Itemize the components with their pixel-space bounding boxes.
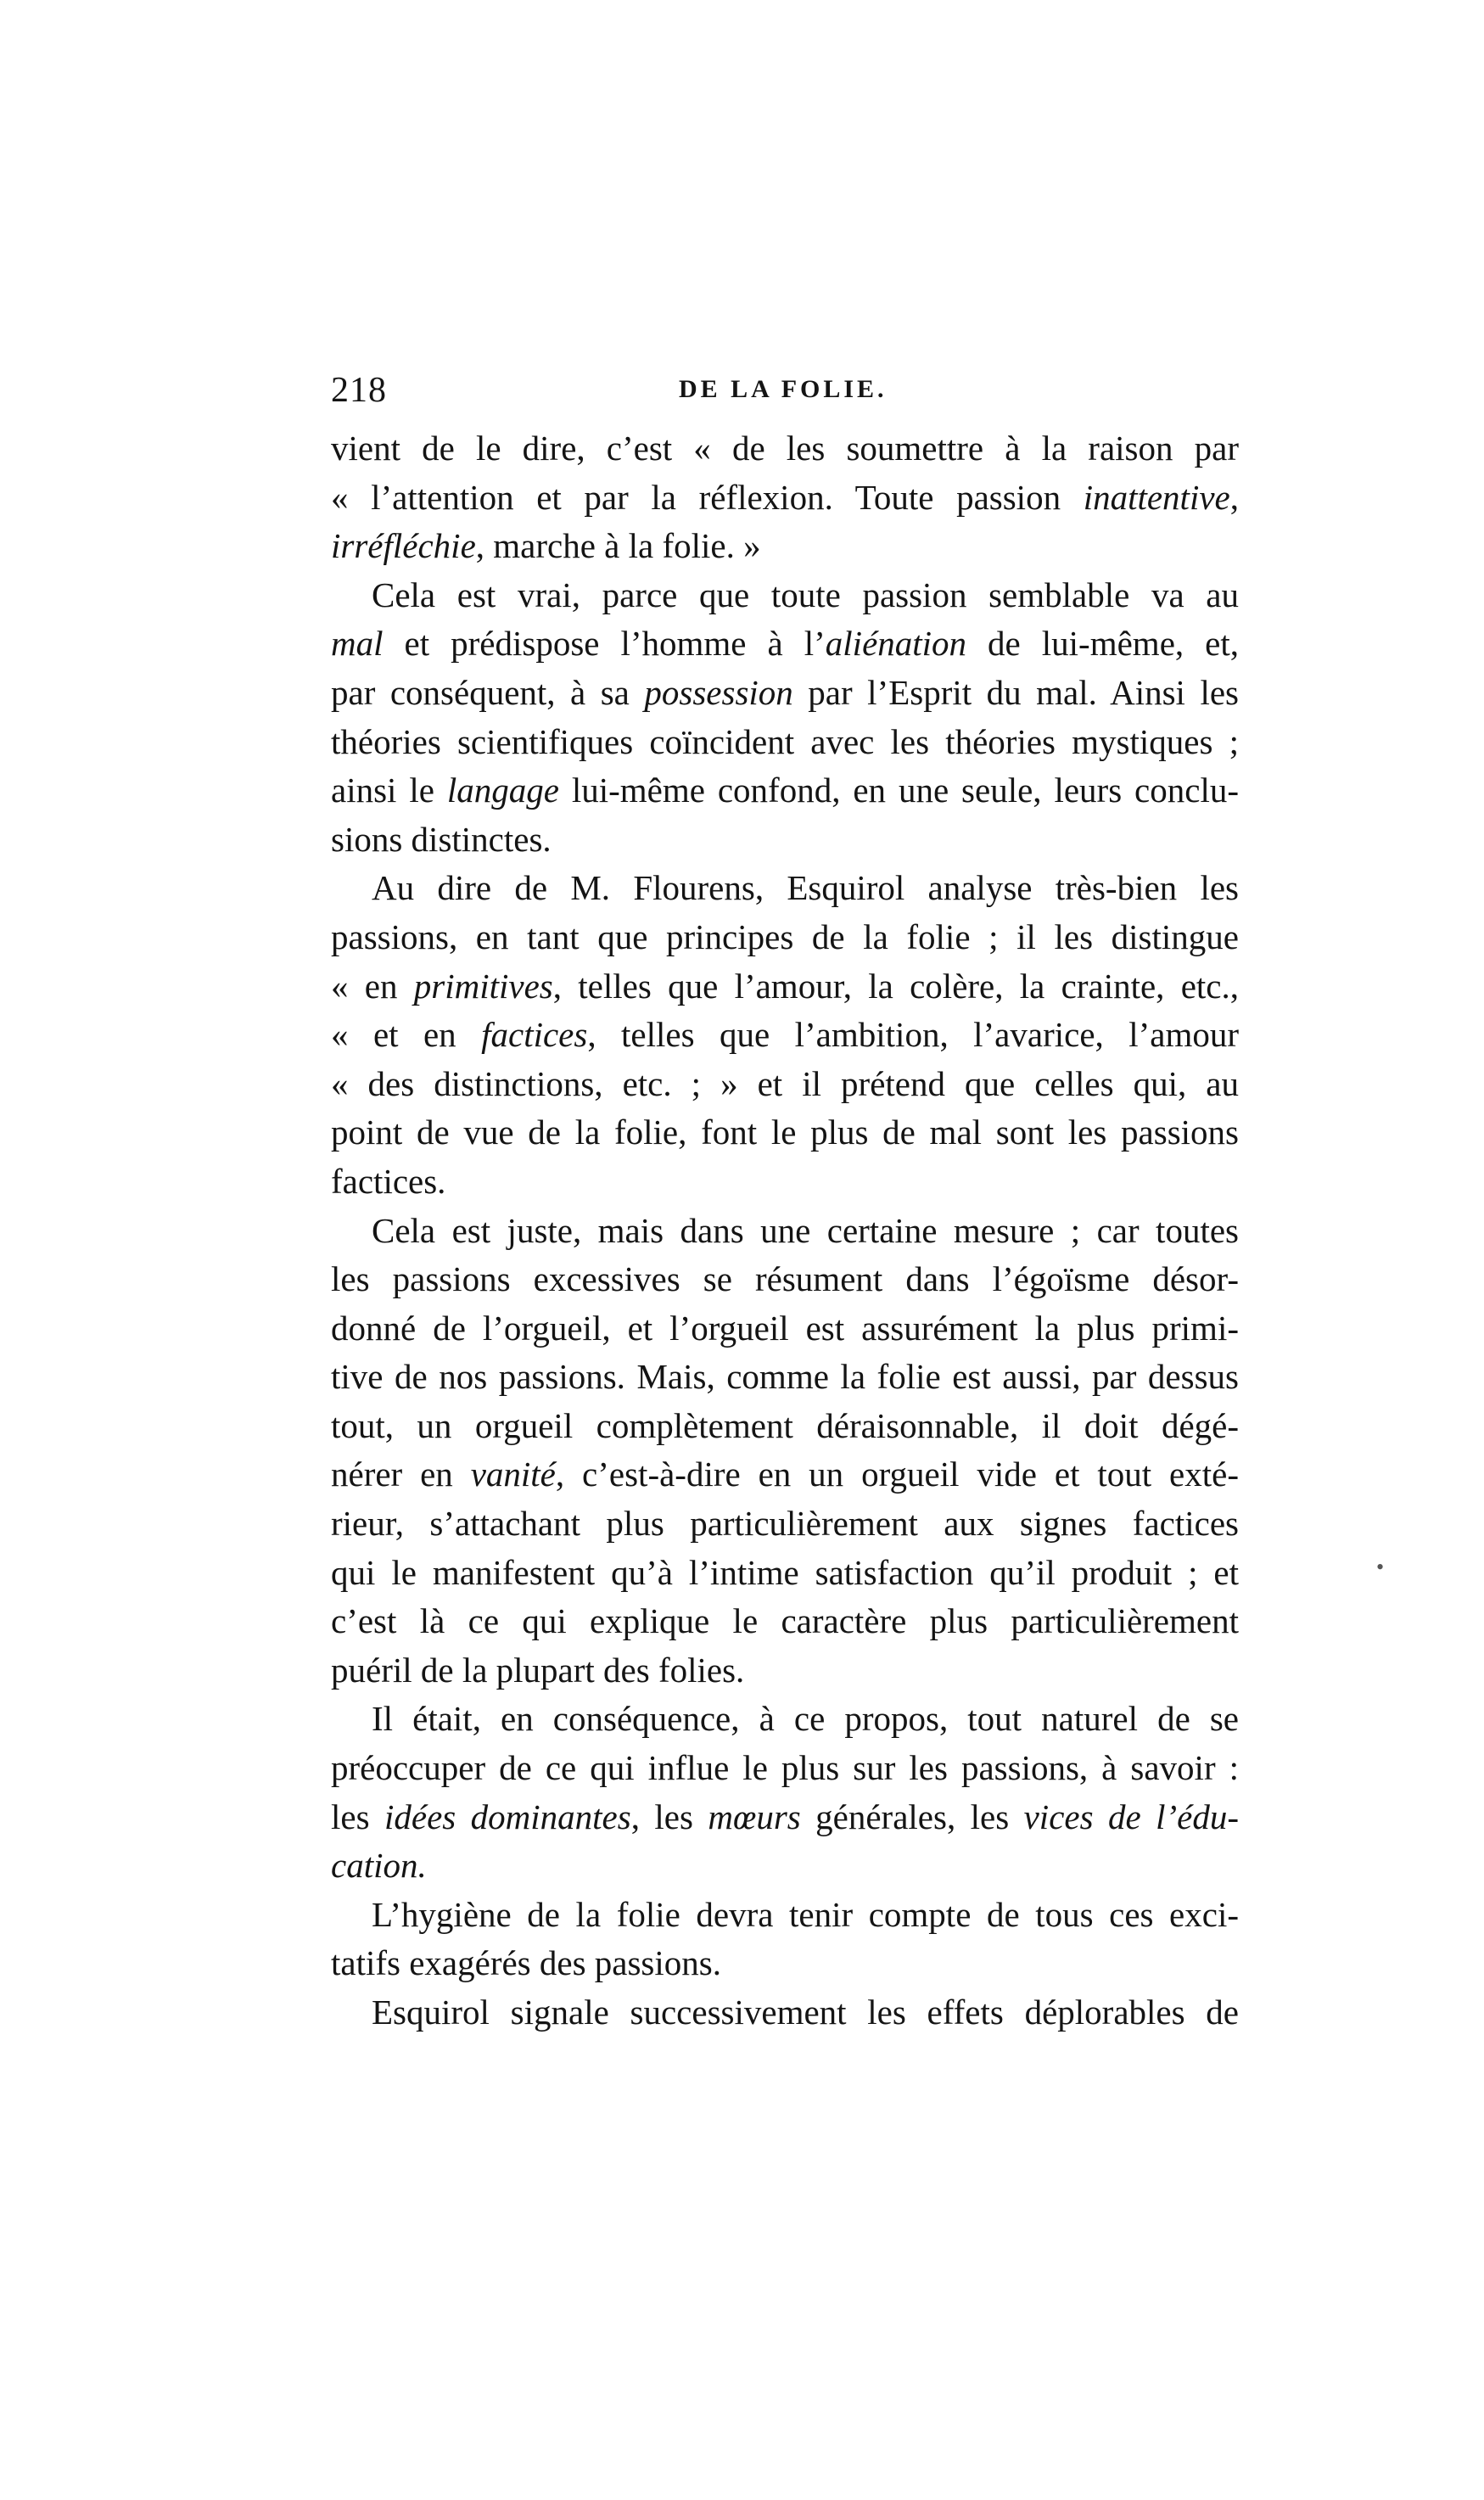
text-run: , telles que l’ambition, l’avarice, l’amour [587, 1015, 1239, 1055]
text-run: « des distinctions, etc. ; » et il prétend que celles qui, au [331, 1063, 1239, 1103]
text-run: les passions excessives se résument dans l’égoïsme désor- [331, 1259, 1239, 1299]
page-number: 218 [331, 371, 387, 410]
italic-text: inattentive [1083, 477, 1230, 517]
text-run: par l’Esprit du mal. Ainsi les [792, 672, 1239, 712]
text-line [331, 1891, 1239, 1940]
text-run: passions, en tant que principes de la folie ; il les distingue [331, 916, 1239, 956]
page-header [331, 370, 1239, 421]
text-run: sions distinctes. [331, 819, 552, 859]
text-run: « l’attention et par la réflexion. Toute passion [331, 477, 1084, 517]
text-line [331, 1060, 1239, 1109]
text-run: qui le manifestent qu’à l’intime satisfaction qu’il produit ; et [331, 1552, 1239, 1592]
text-run: Cela est vrai, parce que toute passion semblable va au [372, 575, 1239, 614]
ink-mark: • [1376, 1555, 1385, 1579]
text-run: Esquirol signale successivement les effets déplorables de [372, 1993, 1239, 2032]
text-line [331, 1402, 1239, 1451]
text-run: ainsi le [331, 771, 447, 810]
italic-text: vices de l’édu- [1023, 1797, 1239, 1836]
text-line [331, 1207, 1239, 1256]
text-run: préoccuper de ce qui influe le plus sur les passions, à savoir : [331, 1748, 1239, 1788]
italic-text: cation. [331, 1846, 427, 1886]
text-line [331, 1158, 1239, 1207]
italic-text: aliénation [825, 624, 967, 664]
text-line [331, 1646, 1239, 1696]
text-run: puéril de la plupart des folies. [331, 1650, 745, 1690]
text-run: donné de l’orgueil, et l’orgueil est assurément la plus primi- [331, 1308, 1239, 1348]
italic-text: possession [644, 672, 793, 712]
text-run: , c’est-à-dire en un orgueil vide et tout exté- [555, 1455, 1239, 1494]
text-run: tatifs exagérés des passions. [331, 1943, 721, 1983]
italic-text: irréfléchie [331, 526, 476, 566]
text-run: , telles que l’amour, la colère, la crainte, etc., [552, 966, 1239, 1006]
text-line [331, 1695, 1239, 1744]
text-line [331, 571, 1239, 620]
text-line [331, 1255, 1239, 1304]
text-line [331, 1304, 1239, 1354]
text-run: point de vue de la folie, font le plus de mal sont les passions [331, 1113, 1239, 1152]
text-line [331, 1841, 1239, 1891]
text-line [331, 1939, 1239, 1988]
text-run: L’hygiène de la folie devra tenir compte de tous ces exci- [372, 1894, 1239, 1934]
italic-text: mœurs [708, 1797, 801, 1836]
text-run: rieur, s’attachant plus particulièrement aux signes factices [331, 1504, 1239, 1544]
text-run: nérer en [331, 1455, 471, 1494]
text-line [331, 1549, 1239, 1598]
text-run: , marche à la folie. » [475, 526, 761, 566]
text-line [331, 1744, 1239, 1793]
text-line [331, 816, 1239, 865]
text-run: , les [630, 1797, 708, 1836]
text-run: générales, les [800, 1797, 1024, 1836]
text-run: « et en [331, 1015, 482, 1055]
text-line [331, 1011, 1239, 1060]
text-line [331, 913, 1239, 962]
text-line [331, 1450, 1239, 1499]
text-line [331, 522, 1239, 571]
text-line [331, 669, 1239, 718]
text-run: factices. [331, 1161, 446, 1201]
text-line [331, 1108, 1239, 1158]
text-run: Cela est juste, mais dans une certaine mesure ; car toutes [372, 1210, 1239, 1250]
text-line [331, 864, 1239, 913]
text-run: tive de nos passions. Mais, comme la folie est aussi, par dessus [331, 1357, 1239, 1397]
italic-text: primitives [413, 966, 553, 1006]
text-run: tout, un orgueil complètement déraisonnable, il doit dégé- [331, 1405, 1239, 1445]
text-run: « en [331, 966, 414, 1006]
text-line [331, 1353, 1239, 1402]
text-run: lui-même confond, en une seule, leurs conclu- [558, 771, 1239, 810]
italic-text: langage [446, 771, 559, 810]
italic-text: vanité [470, 1455, 556, 1494]
text-run: les [331, 1797, 384, 1836]
text-line [331, 474, 1239, 523]
text-run: de lui-même, et, [966, 624, 1239, 664]
text-line [331, 718, 1239, 767]
text-run: , [1229, 477, 1239, 517]
text-run: c’est là ce qui explique le caractère plus particulièrement [331, 1601, 1239, 1641]
text-run: et prédispose l’homme à l’ [383, 624, 826, 664]
text-line [331, 962, 1239, 1012]
text-line [331, 1793, 1239, 1842]
text-run: Il était, en conséquence, à ce propos, tout naturel de se [372, 1699, 1239, 1739]
text-line [331, 1499, 1239, 1549]
text-run: vient de le dire, c’est « de les soumettre à la raison par [331, 429, 1239, 468]
text-run: Au dire de M. Flourens, Esquirol analyse très-bien les [372, 868, 1239, 908]
text-run: théories scientifiques coïncident avec les théories mystiques ; [331, 721, 1239, 761]
text-line [331, 1988, 1239, 2038]
italic-text: mal [331, 624, 384, 664]
text-line [331, 424, 1239, 474]
running-head: DE LA FOLIE. [679, 375, 888, 403]
text-line [331, 619, 1239, 669]
body-text [331, 424, 1239, 2038]
italic-text: factices [481, 1015, 588, 1055]
italic-text: idées dominantes [384, 1797, 631, 1836]
text-line [331, 766, 1239, 816]
text-line [331, 1597, 1239, 1646]
text-run: par conséquent, à sa [331, 672, 645, 712]
